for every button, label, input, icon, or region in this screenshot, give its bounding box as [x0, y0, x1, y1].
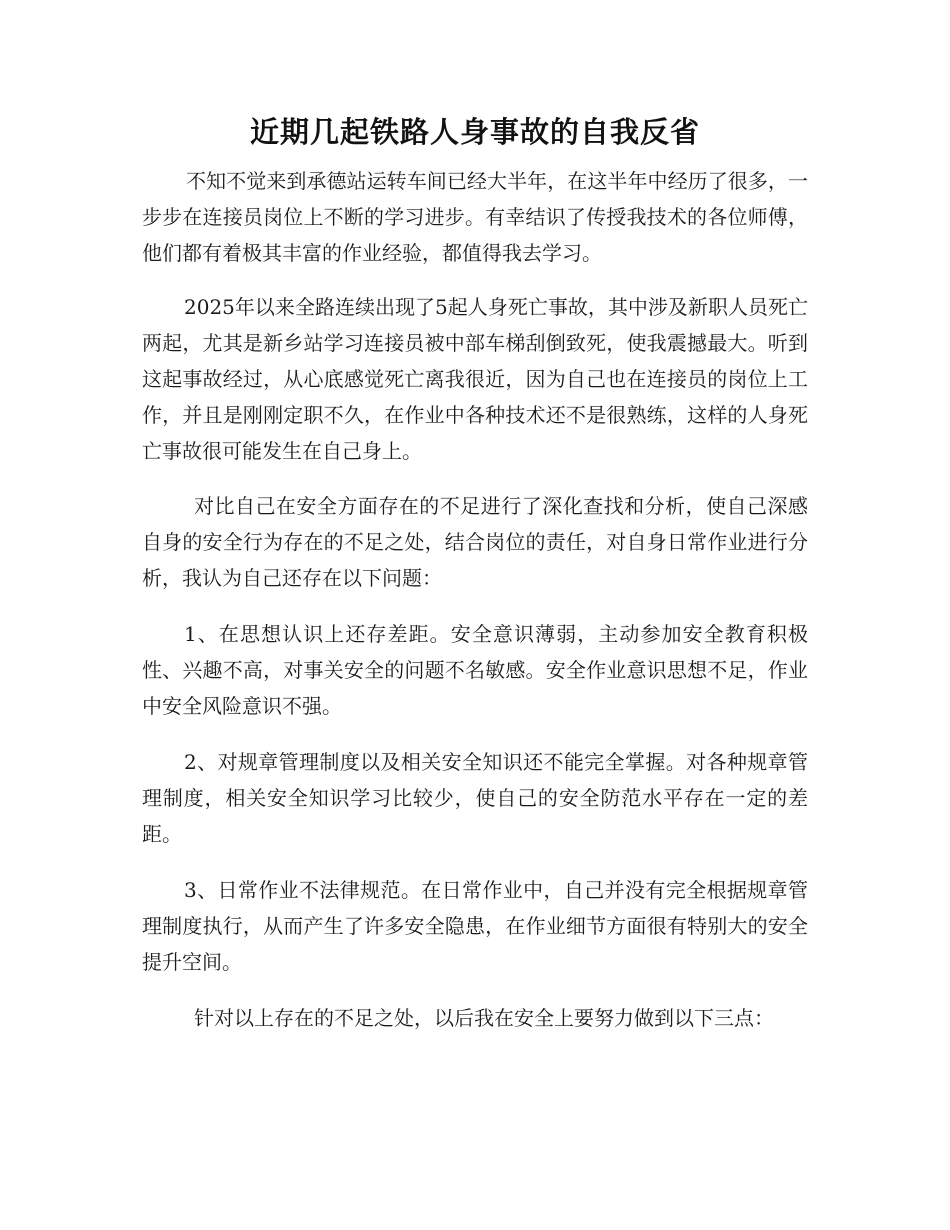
- paragraph-accidents: 2025年以来全路连续出现了5起人身死亡事故，其中涉及新职人员死亡两起，尤其是新乡站学习连接员被中部车梯刮倒致死，使我震撼最大。听到这起事故经过，从心底感觉死亡离我很近，因为自己也在连接员的岗位上工作，并且是刚刚定职不久，在作业中各种技术还不是很熟练，这样的人身死亡事故很可能发生在自己身上。: [142, 295, 808, 463]
- paragraph-analysis: 对比自己在安全方面存在的不足进行了深化查找和分析，使自己深感自身的安全行为存在的不足之处，结合岗位的责任，对自身日常作业进行分析，我认为自己还存在以下问题：: [142, 494, 808, 590]
- paragraph-intro: 不知不觉来到承德站运转车间已经大半年，在这半年中经历了很多，一步步在连接员岗位上不断的学习进步。有幸结识了传授我技术的各位师傅，他们都有着极其丰富的作业经验，都值得我去学习。: [142, 169, 808, 265]
- document-title: 近期几起铁路人身事故的自我反省: [249, 115, 700, 149]
- paragraph-problem-3: 3、日常作业不法律规范。在日常作业中，自己并没有完全根据规章管理制度执行，从而产生了许多安全隐患，在作业细节方面很有特别大的安全提升空间。: [142, 878, 808, 974]
- paragraph-problem-1: 1、在思想认识上还存差距。安全意识薄弱，主动参加安全教育积极性、兴趣不高，对事关安全的问题不名敏感。安全作业意识思想不足，作业中安全风险意识不强。: [142, 622, 808, 718]
- paragraph-conclusion: 针对以上存在的不足之处，以后我在安全上要努力做到以下三点：: [194, 1006, 774, 1030]
- paragraph-problem-2: 2、对规章管理制度以及相关安全知识还不能完全掌握。对各种规章管理制度，相关安全知识学习比较少，使自己的安全防范水平存在一定的差距。: [142, 750, 808, 846]
